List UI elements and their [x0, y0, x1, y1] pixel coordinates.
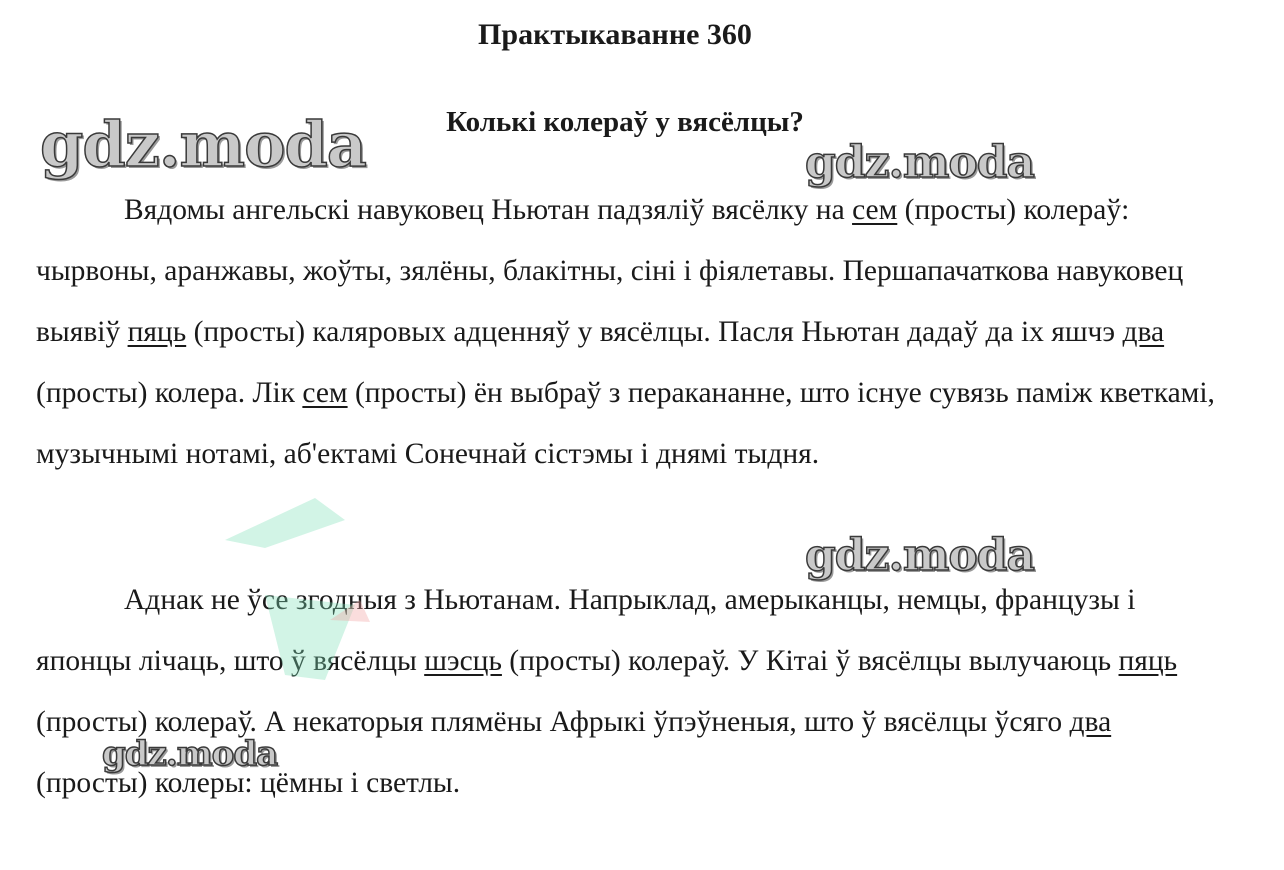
text-segment: (просты) колеры: цёмны і светлы. — [36, 767, 461, 799]
text-segment: (просты) колераў. У Кітаі ў вясёлцы вылучаюць — [501, 645, 1119, 677]
text-segment: (просты) колераў: чырвоны, аранжавы, жоўты, зялёны, блакітны, сіні і фіялетавы. Першапачаткова навуковец выявіў — [36, 194, 1184, 348]
text-segment: (просты) ён выбраў з перакананне, што існуе сувязь паміж кветкамі, музычнымі нотамі, аб'ектамі Сонечнай сістэмы і днямі тыдня. — [36, 377, 1215, 470]
text-segment: Аднак не ўсе згодныя з Ньютанам. Напрыклад, амерыканцы, немцы, французы і японцы лічаць, што ў вясёлцы — [36, 584, 1136, 677]
underlined-numeral: шэсць — [424, 645, 502, 677]
underlined-numeral: два — [1122, 316, 1165, 348]
watermark-logo: gdz.moda — [805, 530, 1035, 581]
text-segment: Вядомы ангельскі навуковец Ньютан падзяліў вясёлку на — [124, 194, 853, 226]
paragraph-2 — [36, 570, 1216, 814]
underlined-numeral: пяць — [1118, 645, 1178, 677]
watermark-logo: gdz.moda — [805, 137, 1035, 188]
text-segment: (просты) колераў. А некаторыя плямёны Афрыкі ўпэўненыя, што ў вясёлцы ўсяго — [36, 706, 1070, 738]
watermark-logo: gdz.moda — [102, 734, 278, 774]
text-segment: (просты) колера. Лік — [36, 377, 303, 409]
green-blot-1 — [225, 490, 345, 550]
paragraph-1 — [36, 180, 1216, 485]
underlined-numeral: сем — [302, 377, 348, 409]
watermark-logo: gdz.moda — [40, 108, 366, 181]
page-title: Практыкаванне 360 — [478, 18, 752, 51]
underlined-numeral: сем — [852, 194, 898, 226]
underlined-numeral: пяць — [127, 316, 187, 348]
underlined-numeral: два — [1069, 706, 1112, 738]
text-subtitle: Колькі колераў у вясёлцы? — [446, 106, 804, 138]
text-segment: (просты) каляровых адценняў у вясёлцы. Пасля Ньютан дадаў да іх яшчэ — [186, 316, 1123, 348]
